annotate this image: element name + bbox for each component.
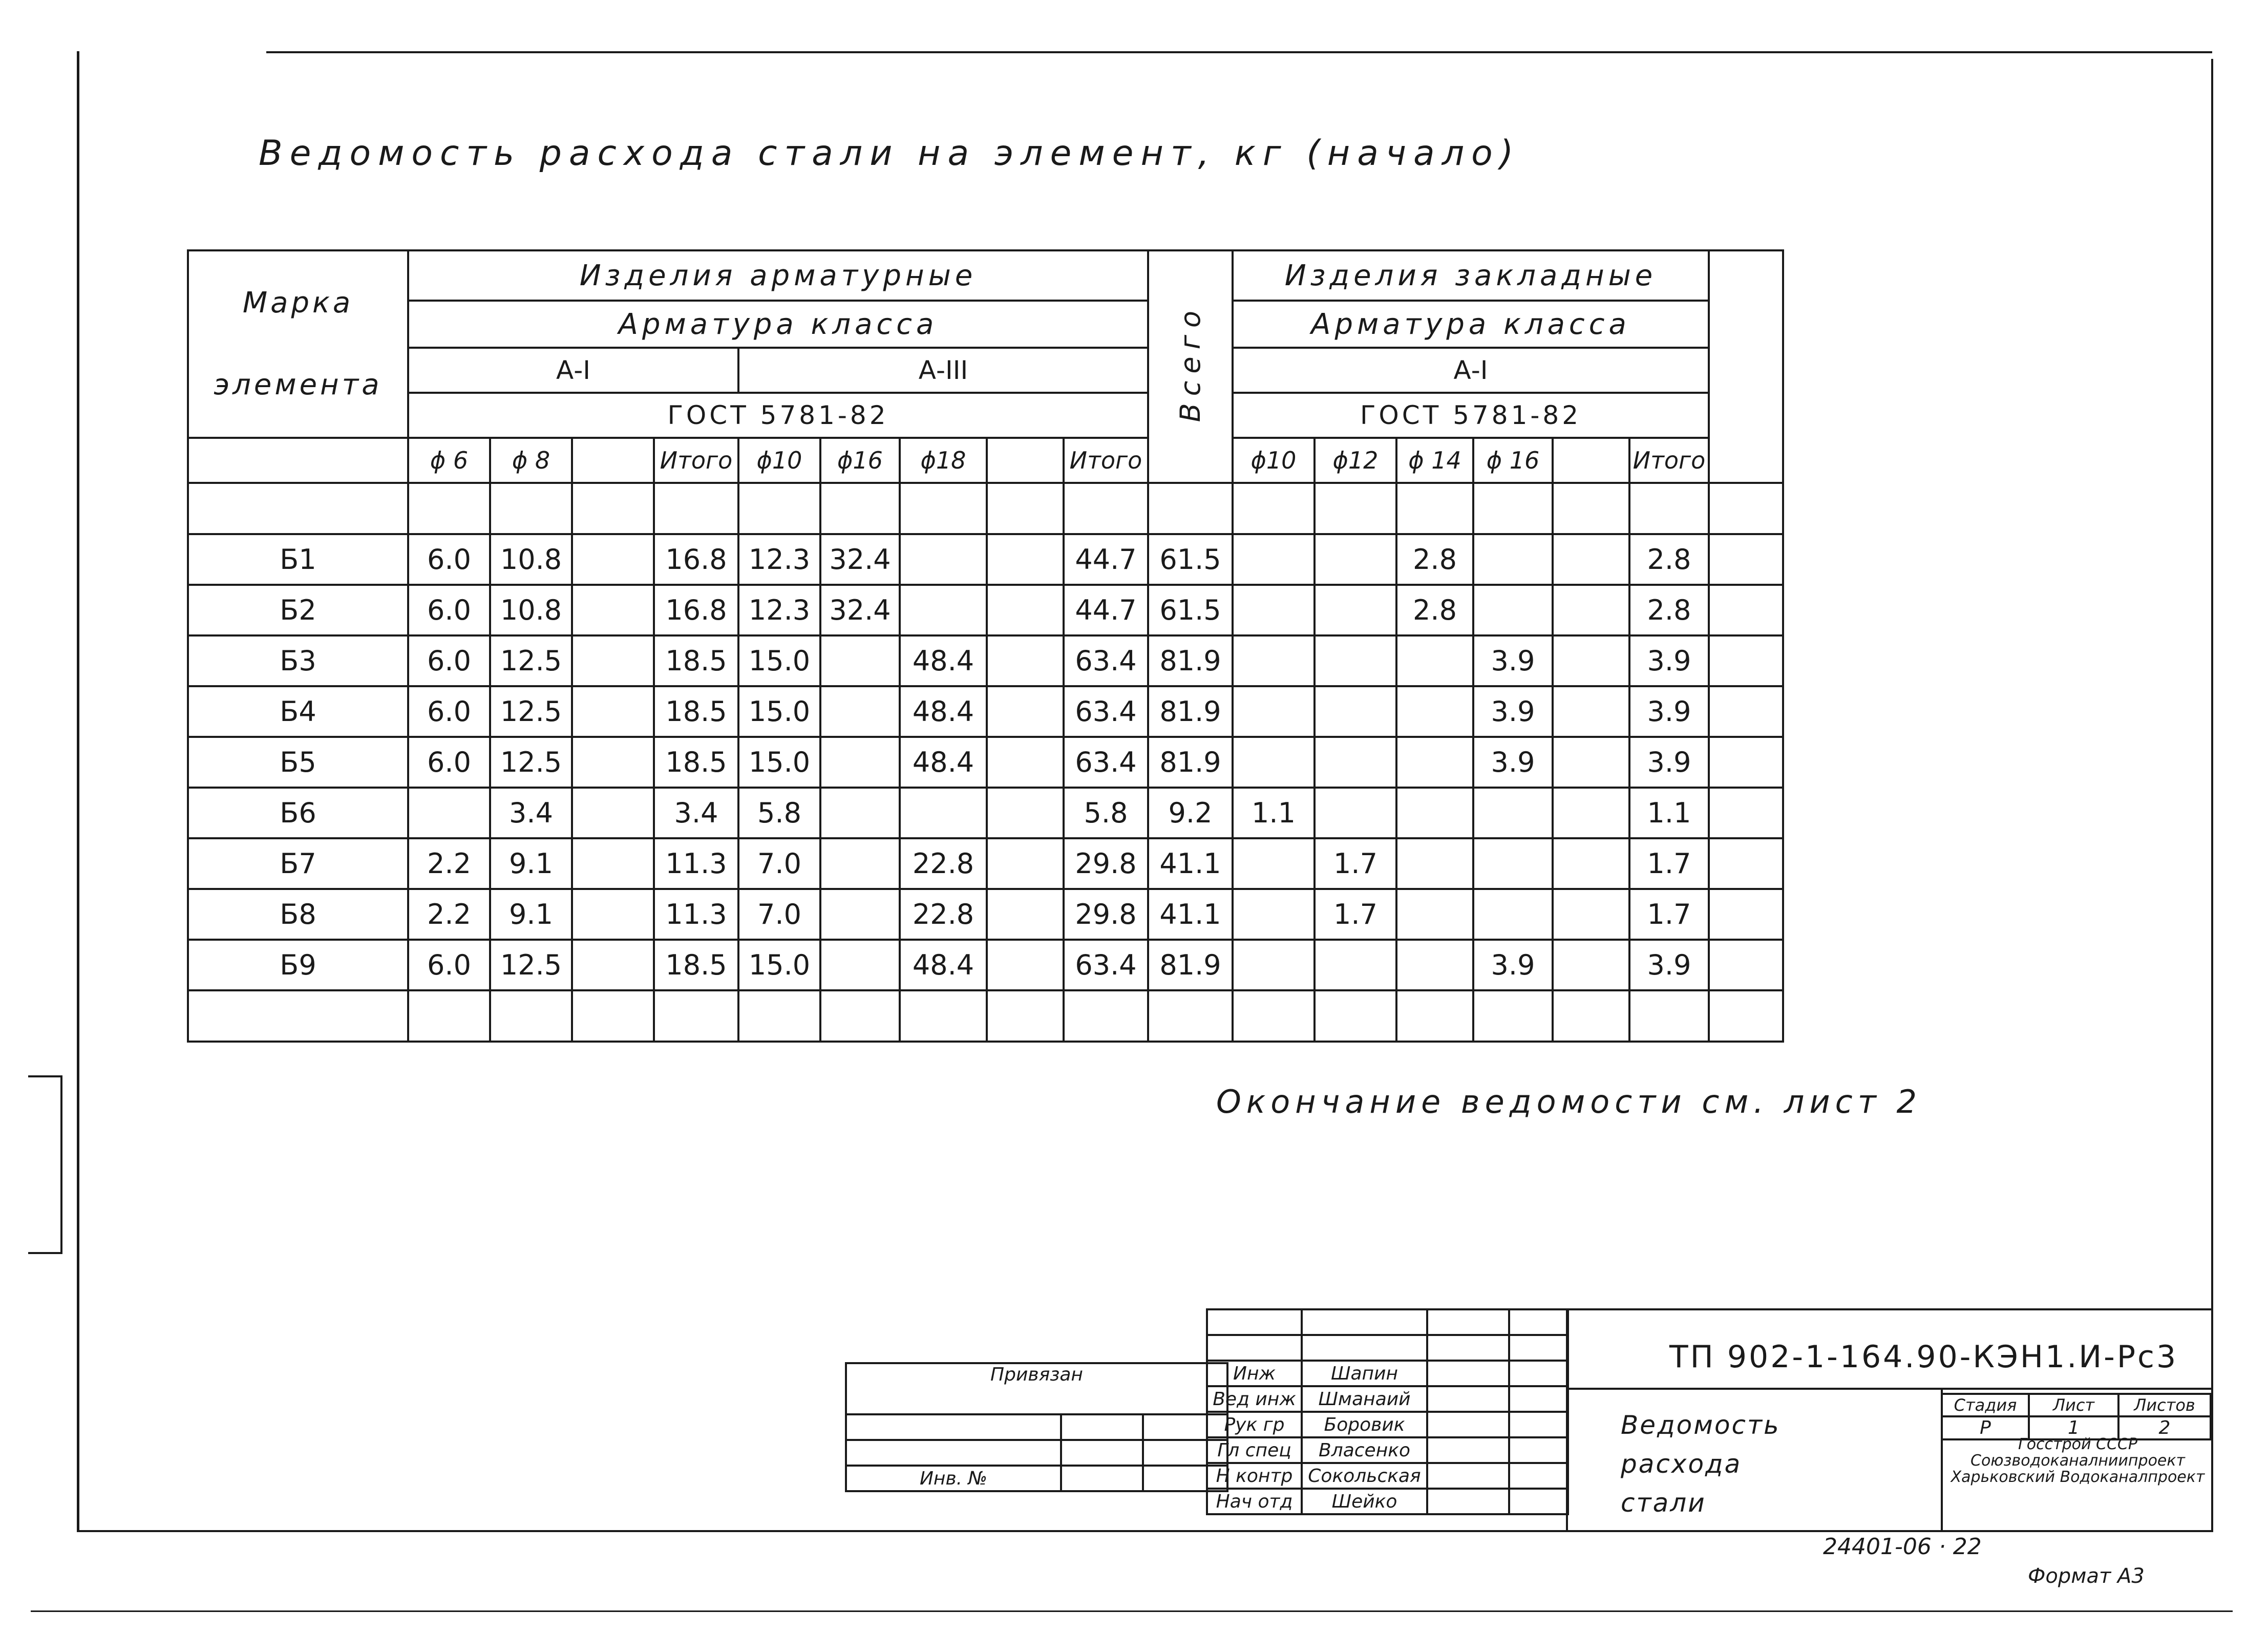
table-row [188, 686, 1783, 737]
signature-role: Нач отд [1207, 1489, 1302, 1514]
header-gost: ГОСТ 5781-82 [408, 393, 1148, 438]
lower-rule [31, 1610, 2233, 1612]
table-cell: 3.9 [1473, 940, 1553, 990]
table-cell [1233, 737, 1315, 788]
header-mark-bottom [188, 438, 408, 483]
table-cell: 16.8 [654, 585, 738, 635]
table-cell [1553, 788, 1629, 838]
table-cell [1315, 940, 1396, 990]
table-cell [1315, 635, 1396, 686]
table-cell [1473, 838, 1553, 889]
table-cell: 12.5 [490, 635, 572, 686]
stamp-doc-title [1621, 1406, 1781, 1522]
signature-mark [1427, 1437, 1509, 1463]
table-row [188, 889, 1783, 940]
table-cell [1553, 534, 1629, 585]
sub-a1-d6: ϕ 6 [408, 438, 490, 483]
table-cell [987, 534, 1064, 585]
table-cell: 18.5 [654, 686, 738, 737]
archive-number: 24401-06 · 22 [1823, 1534, 1982, 1560]
header-total-all-label: Всего [1174, 304, 1206, 422]
table-cell [572, 838, 654, 889]
table-cell [987, 635, 1064, 686]
table-cell: 22.8 [900, 838, 987, 889]
table-cell: 10.8 [490, 585, 572, 635]
table-cell: 41.1 [1148, 889, 1233, 940]
header-rebar-class-embedded: Арматура класса [1233, 301, 1709, 348]
stamp-stage-block [1941, 1393, 2212, 1440]
table-cell: 63.4 [1064, 686, 1148, 737]
table-cell: 9.1 [490, 889, 572, 940]
stamp-bound-label: Привязан [846, 1363, 1227, 1414]
table-cell: 10.8 [490, 534, 572, 585]
table-cell: 3.9 [1473, 737, 1553, 788]
table-cell [1315, 534, 1396, 585]
table-cell [572, 534, 654, 585]
stamp-doc-title-line-2: расхода [1621, 1449, 1742, 1479]
frame-top-line [266, 51, 2212, 53]
signature-role: Рук гр [1207, 1412, 1302, 1437]
table-cell-blank [1709, 635, 1783, 686]
table-cell [1315, 737, 1396, 788]
table-cell: 6.0 [408, 534, 490, 585]
title-block-top [1566, 1308, 2212, 1310]
table-cell: 2.8 [1396, 585, 1473, 635]
table-cell [1233, 635, 1315, 686]
table-cell [900, 534, 987, 585]
table-cell: 44.7 [1064, 534, 1148, 585]
header-class-a1-embedded: А-I [1233, 348, 1709, 393]
table-row [188, 940, 1783, 990]
signature-mark [1427, 1463, 1509, 1489]
stage-label: Стадия [1942, 1394, 2029, 1416]
table-cell: 6.0 [408, 940, 490, 990]
table-cell: 1.1 [1233, 788, 1315, 838]
table-cell: 11.3 [654, 838, 738, 889]
steel-consumption-table [187, 249, 1784, 1043]
table-cell [1473, 889, 1553, 940]
table-cell [572, 737, 654, 788]
table-cell: 48.4 [900, 635, 987, 686]
table-cell [1233, 889, 1315, 940]
table-cell [900, 788, 987, 838]
header-rebar-class: Арматура класса [408, 301, 1148, 348]
sub-a3-total: Итого [1064, 438, 1148, 483]
element-mark: Б1 [188, 534, 408, 585]
table-cell [987, 788, 1064, 838]
signature-mark [1427, 1386, 1509, 1412]
table-cell [1315, 788, 1396, 838]
sub-emb-d10: ϕ10 [1233, 438, 1315, 483]
table-cell [987, 686, 1064, 737]
title-block-left [1566, 1308, 1568, 1531]
table-cell: 81.9 [1148, 635, 1233, 686]
table-row-empty-top [188, 483, 1783, 534]
continuation-note: Окончание ведомости см. лист 2 [1216, 1083, 1922, 1120]
table-cell [1553, 889, 1629, 940]
table-cell-blank [1709, 889, 1783, 940]
table-cell: 15.0 [738, 686, 820, 737]
table-cell [1396, 788, 1473, 838]
table-cell: 63.4 [1064, 635, 1148, 686]
element-mark: Б8 [188, 889, 408, 940]
table-cell [572, 889, 654, 940]
sheet-format: Формат А3 [2028, 1564, 2145, 1588]
table-cell: 81.9 [1148, 686, 1233, 737]
table-cell: 2.2 [408, 889, 490, 940]
signature-role: Вед инж [1207, 1386, 1302, 1412]
binding-strip-top [28, 1075, 61, 1077]
table-cell [1233, 534, 1315, 585]
signature-mark [1427, 1412, 1509, 1437]
table-cell: 3.9 [1629, 686, 1709, 737]
organization: Госстрой СССР Союзводоканалниипроект Харьковский Водоканалпроект [1951, 1435, 2205, 1486]
table-cell: 48.4 [900, 940, 987, 990]
table-cell: 7.0 [738, 838, 820, 889]
table-cell [1233, 585, 1315, 635]
table-cell: 1.7 [1315, 838, 1396, 889]
sub-emb-total: Итого [1629, 438, 1709, 483]
sub-emb-d16: ϕ 16 [1473, 438, 1553, 483]
table-cell: 15.0 [738, 940, 820, 990]
header-class-a3: А-III [738, 348, 1148, 393]
table-cell [572, 788, 654, 838]
signature-row [1207, 1412, 1568, 1437]
header-total-all [1148, 250, 1233, 483]
table-cell [1553, 737, 1629, 788]
table-cell: 3.9 [1473, 686, 1553, 737]
table-cell: 3.4 [654, 788, 738, 838]
table-cell [572, 585, 654, 635]
table-cell-blank [1709, 940, 1783, 990]
stamp-doc-title-line-1: Ведомость [1621, 1410, 1781, 1440]
table-cell [1233, 686, 1315, 737]
signature-row [1207, 1489, 1568, 1514]
frame-bottom-line [77, 1530, 2213, 1532]
table-cell: 32.4 [820, 585, 900, 635]
table-cell: 2.8 [1629, 585, 1709, 635]
table-row [188, 534, 1783, 585]
sheet-label: Лист [2029, 1394, 2118, 1416]
table-cell-blank [1709, 737, 1783, 788]
table-cell [1473, 788, 1553, 838]
table-cell: 3.9 [1473, 635, 1553, 686]
table-cell [572, 686, 654, 737]
table-row [188, 788, 1783, 838]
table-cell: 6.0 [408, 635, 490, 686]
sheet-value: 1 [2029, 1416, 2118, 1439]
signature-row [1207, 1386, 1568, 1412]
table-cell [1473, 534, 1553, 585]
element-mark: Б3 [188, 635, 408, 686]
table-row [188, 635, 1783, 686]
signature-role: Гл спец [1207, 1437, 1302, 1463]
stage-value: Р [1942, 1416, 2029, 1439]
table-cell: 12.3 [738, 585, 820, 635]
signature-name: Боровик [1302, 1412, 1427, 1437]
element-mark: Б5 [188, 737, 408, 788]
table-cell: 1.1 [1629, 788, 1709, 838]
table-cell: 63.4 [1064, 940, 1148, 990]
table-cell: 15.0 [738, 737, 820, 788]
table-cell-blank [1709, 686, 1783, 737]
table-cell: 5.8 [738, 788, 820, 838]
table-cell [987, 838, 1064, 889]
table-cell [1553, 635, 1629, 686]
table-cell [1315, 585, 1396, 635]
table-cell: 3.9 [1629, 940, 1709, 990]
header-blank-col [1709, 250, 1783, 483]
signature-row [1207, 1437, 1568, 1463]
header-mark: Марка элемента [188, 250, 408, 438]
table-cell [820, 940, 900, 990]
table-cell-blank [1709, 585, 1783, 635]
table-cell: 48.4 [900, 686, 987, 737]
header-gost-embedded: ГОСТ 5781-82 [1233, 393, 1709, 438]
table-cell: 18.5 [654, 737, 738, 788]
table-cell: 6.0 [408, 737, 490, 788]
signature-name: Власенко [1302, 1437, 1427, 1463]
table-cell [1553, 940, 1629, 990]
table-cell: 1.7 [1629, 889, 1709, 940]
sub-a1-d8: ϕ 8 [490, 438, 572, 483]
table-row [188, 585, 1783, 635]
signature-role: Н контр [1207, 1463, 1302, 1489]
table-cell: 6.0 [408, 585, 490, 635]
document-code: ТП 902-1-164.90-КЭН1.И-Рс3 [1669, 1339, 2178, 1375]
table-cell: 61.5 [1148, 585, 1233, 635]
table-cell [987, 737, 1064, 788]
table-cell [820, 635, 900, 686]
table-cell: 48.4 [900, 737, 987, 788]
table-cell: 3.9 [1629, 635, 1709, 686]
table-cell [1553, 585, 1629, 635]
signature-date [1509, 1386, 1568, 1412]
binding-strip-bottom [28, 1252, 61, 1254]
table-cell: 32.4 [820, 534, 900, 585]
table-cell [987, 889, 1064, 940]
element-mark: Б6 [188, 788, 408, 838]
signature-mark [1427, 1361, 1509, 1386]
element-mark: Б7 [188, 838, 408, 889]
table-cell: 44.7 [1064, 585, 1148, 635]
binding-strip-edge [60, 1075, 62, 1254]
signature-name: Шапин [1302, 1361, 1427, 1386]
table-cell: 5.8 [1064, 788, 1148, 838]
signature-date [1509, 1412, 1568, 1437]
table-cell [900, 585, 987, 635]
table-cell [1315, 686, 1396, 737]
table-cell: 12.5 [490, 940, 572, 990]
table-cell: 18.5 [654, 635, 738, 686]
title-block-code-bottom [1566, 1388, 2212, 1390]
table-cell [987, 585, 1064, 635]
sheets-value: 2 [2118, 1416, 2211, 1439]
table-row [188, 838, 1783, 889]
table-cell: 1.7 [1315, 889, 1396, 940]
table-cell [820, 838, 900, 889]
signature-name: Сокольская [1302, 1463, 1427, 1489]
table-cell: 61.5 [1148, 534, 1233, 585]
table-cell: 7.0 [738, 889, 820, 940]
table-cell: 1.7 [1629, 838, 1709, 889]
table-cell: 12.5 [490, 737, 572, 788]
table-cell: 63.4 [1064, 737, 1148, 788]
signature-mark [1427, 1489, 1509, 1514]
table-cell-blank [1709, 788, 1783, 838]
signature-date [1509, 1489, 1568, 1514]
sub-a1-blank [572, 438, 654, 483]
table-cell [1396, 686, 1473, 737]
signature-role: Инж [1207, 1361, 1302, 1386]
table-row-empty-bottom [188, 990, 1783, 1042]
frame-left-line [77, 51, 79, 1531]
table-cell [1396, 838, 1473, 889]
table-row [188, 737, 1783, 788]
page-title: Ведомость расхода стали на элемент, кг (начало) [259, 133, 1521, 174]
table-cell-blank [1709, 534, 1783, 585]
table-cell: 2.8 [1396, 534, 1473, 585]
table-cell [1553, 838, 1629, 889]
sub-emb-blank [1553, 438, 1629, 483]
element-mark: Б9 [188, 940, 408, 990]
table-cell: 2.8 [1629, 534, 1709, 585]
sub-emb-d12: ϕ12 [1315, 438, 1396, 483]
table-cell: 3.4 [490, 788, 572, 838]
table-cell: 16.8 [654, 534, 738, 585]
table-cell [820, 686, 900, 737]
table-cell [1473, 585, 1553, 635]
sub-a3-d18: ϕ18 [900, 438, 987, 483]
table-cell [1233, 838, 1315, 889]
signature-name: Шманаий [1302, 1386, 1427, 1412]
table-cell [1233, 940, 1315, 990]
table-cell: 29.8 [1064, 889, 1148, 940]
table-cell [820, 737, 900, 788]
table-cell [1396, 889, 1473, 940]
table-cell [987, 940, 1064, 990]
sub-a1-total: Итого [654, 438, 738, 483]
table-cell [820, 889, 900, 940]
signature-row [1207, 1463, 1568, 1489]
signature-date [1509, 1463, 1568, 1489]
table-cell: 18.5 [654, 940, 738, 990]
table-cell [408, 788, 490, 838]
table-cell [1396, 635, 1473, 686]
table-cell: 11.3 [654, 889, 738, 940]
table-cell: 41.1 [1148, 838, 1233, 889]
header-rebar-products: Изделия арматурные [408, 250, 1148, 301]
element-mark: Б2 [188, 585, 408, 635]
table-cell-blank [1709, 838, 1783, 889]
signature-date [1509, 1361, 1568, 1386]
table-cell: 3.9 [1629, 737, 1709, 788]
table-cell [572, 635, 654, 686]
table-cell: 12.5 [490, 686, 572, 737]
header-embedded-products: Изделия закладные [1233, 250, 1709, 301]
table-cell: 2.2 [408, 838, 490, 889]
header-class-a1: А-I [408, 348, 738, 393]
table-cell: 81.9 [1148, 940, 1233, 990]
table-cell: 12.3 [738, 534, 820, 585]
table-cell: 22.8 [900, 889, 987, 940]
signature-date [1509, 1437, 1568, 1463]
table-cell: 9.2 [1148, 788, 1233, 838]
stamp-inv-label: Инв. № [846, 1466, 1061, 1491]
table-cell [820, 788, 900, 838]
table-cell: 9.1 [490, 838, 572, 889]
sub-a3-blank [987, 438, 1064, 483]
table-cell [1396, 737, 1473, 788]
stamp-signature-block [1206, 1308, 1569, 1515]
signature-row [1207, 1361, 1568, 1386]
table-cell: 15.0 [738, 635, 820, 686]
element-mark: Б4 [188, 686, 408, 737]
table-cell [1553, 686, 1629, 737]
stamp-bound-block [845, 1362, 1228, 1492]
table-cell: 81.9 [1148, 737, 1233, 788]
table-cell [1396, 940, 1473, 990]
signature-name: Шейко [1302, 1489, 1427, 1514]
sub-a3-d10: ϕ10 [738, 438, 820, 483]
sheets-label: Листов [2118, 1394, 2211, 1416]
stamp-doc-title-line-3: стали [1621, 1488, 1706, 1518]
sub-a3-d16: ϕ16 [820, 438, 900, 483]
table-cell: 29.8 [1064, 838, 1148, 889]
sub-emb-d14: ϕ 14 [1396, 438, 1473, 483]
table-cell: 6.0 [408, 686, 490, 737]
table-cell [572, 940, 654, 990]
